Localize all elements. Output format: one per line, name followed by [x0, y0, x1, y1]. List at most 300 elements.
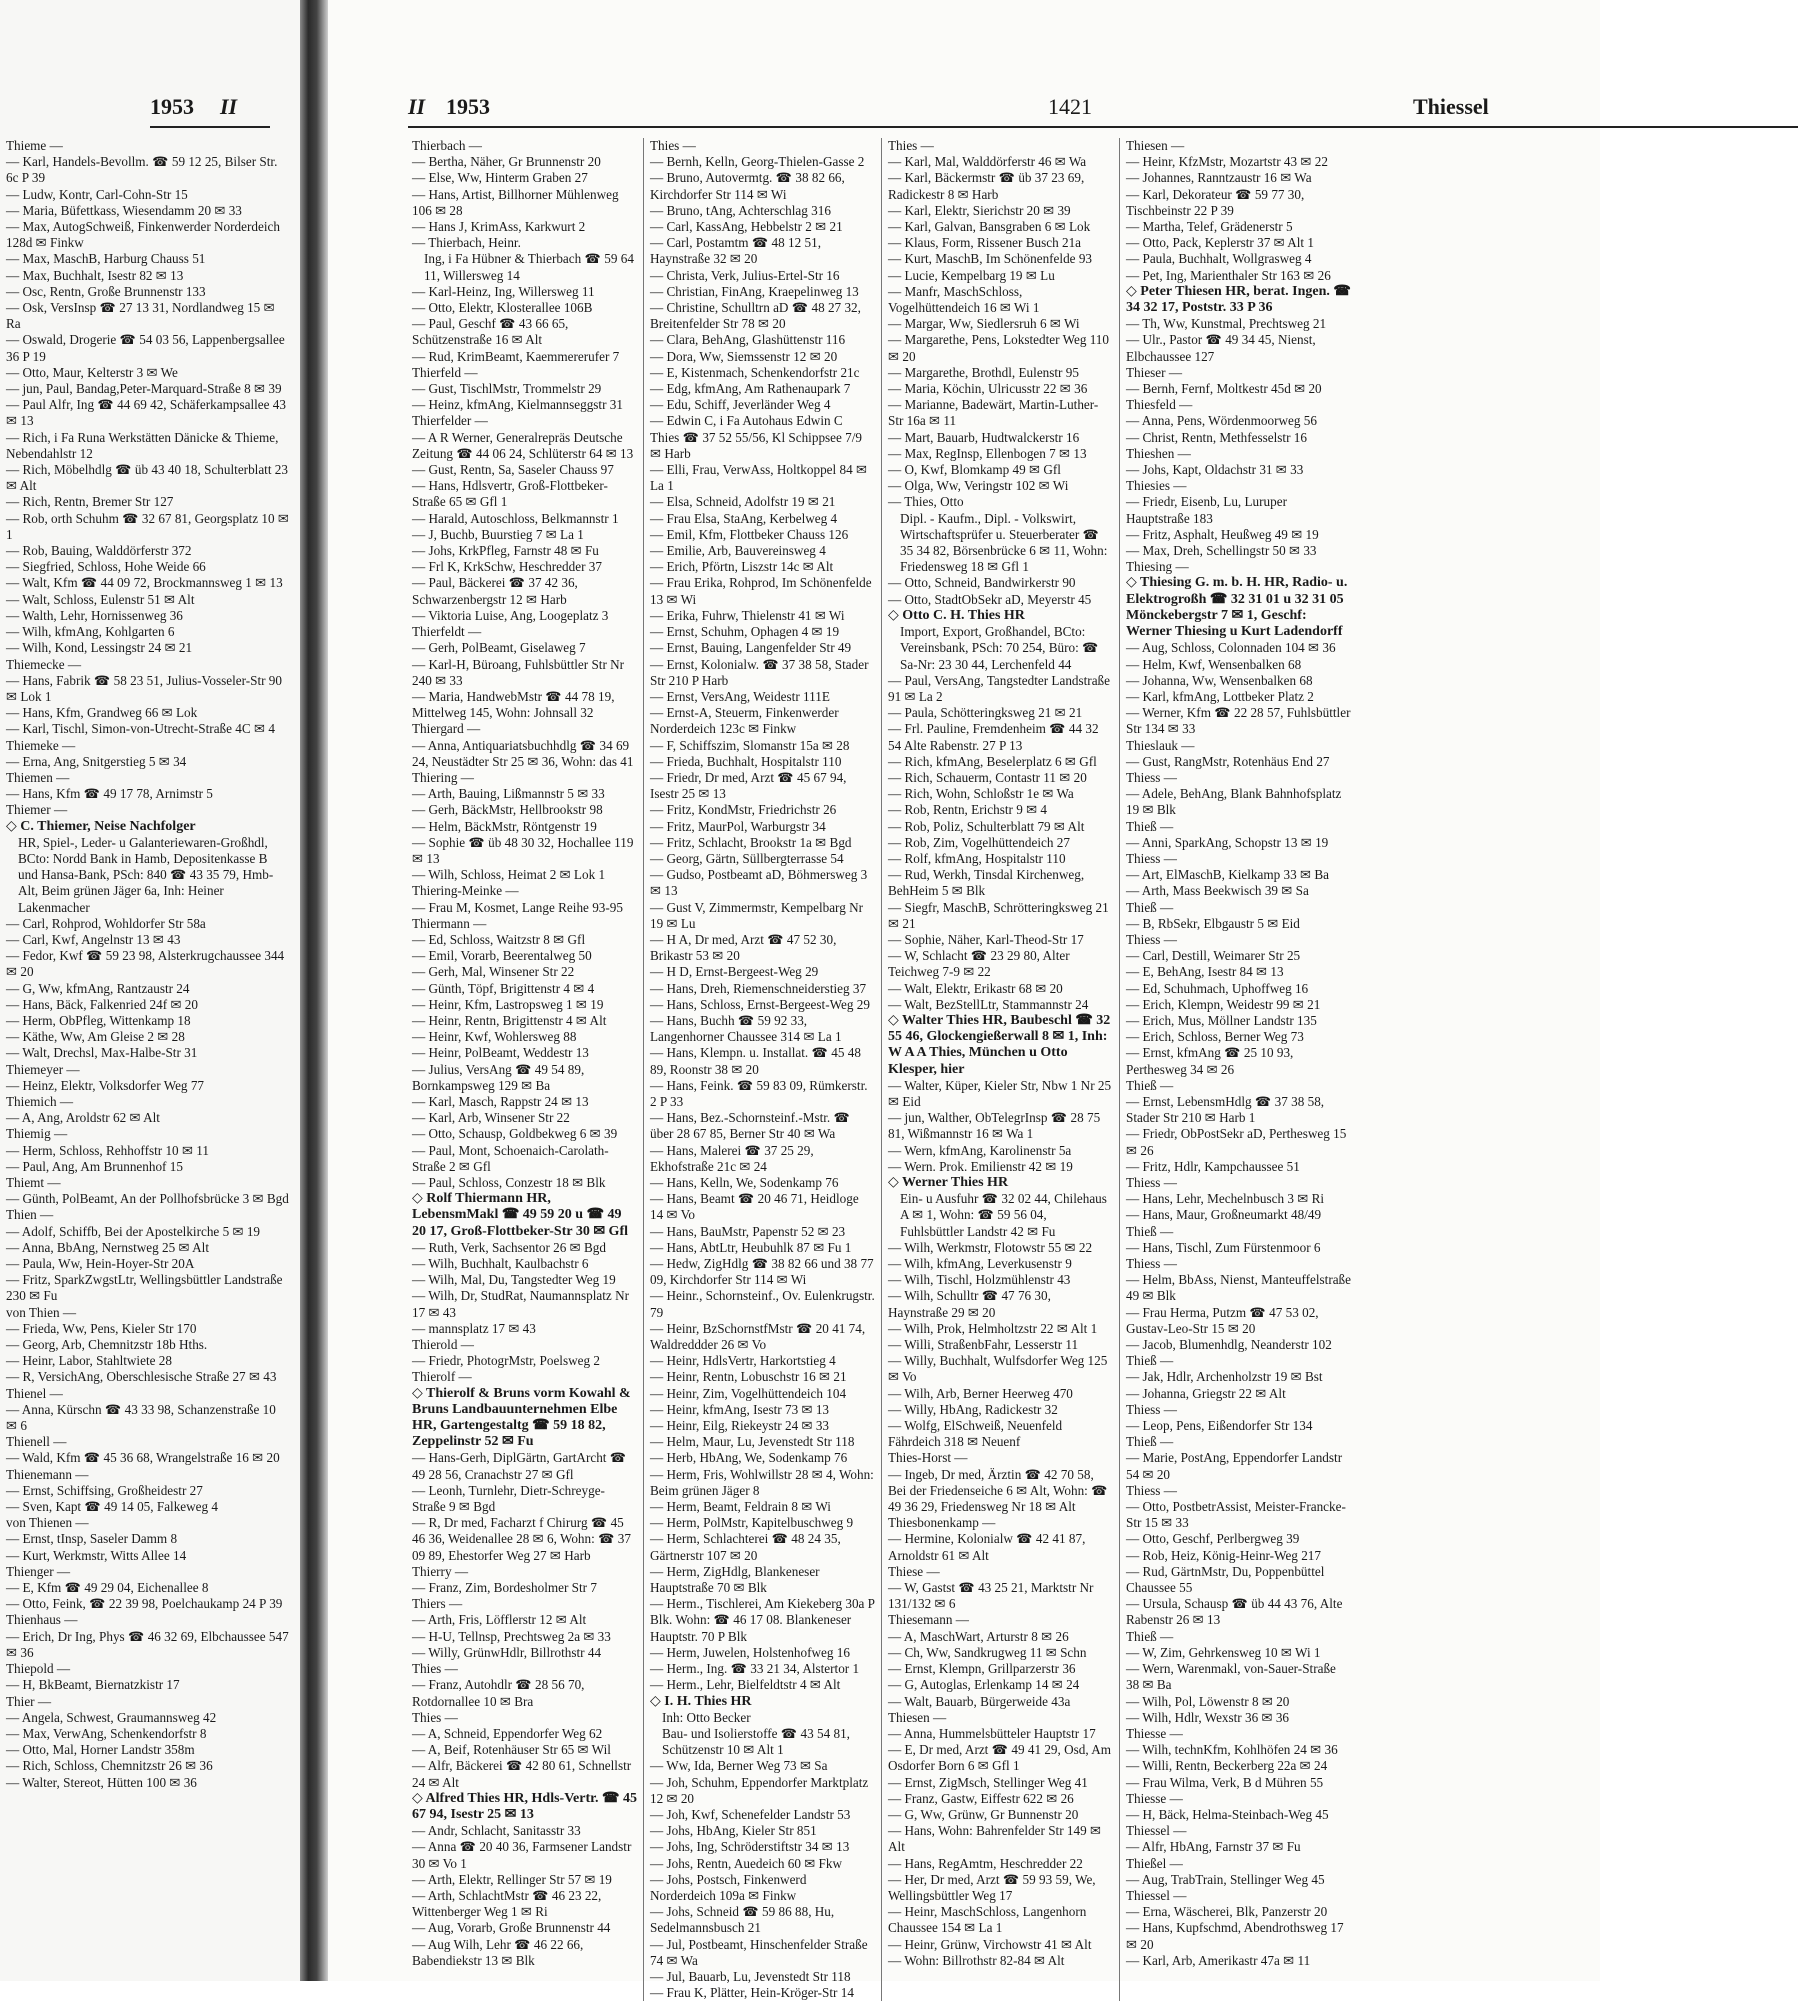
directory-entry: — Bruno, tAng, Achterschlag 316: [650, 202, 831, 218]
directory-entry: — Heinr, Zim, Vogelhüttendeich 104: [650, 1385, 847, 1401]
directory-entry: Thiess —: [1126, 769, 1177, 785]
directory-entry: — Gudso, Postbeamt aD, Böhmersweg 3 ✉ 13: [650, 867, 868, 899]
directory-entry: — Käthe, Ww, Am Gleise 2 ✉ 28: [6, 1029, 185, 1045]
directory-entry: — Otto, Mal, Horner Landstr 358m: [6, 1742, 195, 1758]
directory-entry: — Heinz, kfmAng, Kielmannseggstr 31: [412, 397, 623, 413]
directory-entry: — Frl K, KrkSchw, Heschredder 37: [412, 559, 602, 575]
directory-entry: — Maria, Köchin, Ulricusstr 22 ✉ 36: [888, 381, 1088, 397]
directory-entry: — Karl, Bäckermstr ☎ üb 37 23 69, Radickestr 8 ✉ Harb: [888, 170, 1085, 202]
directory-entry: — Erika, Fuhrw, Thielenstr 41 ✉ Wi: [650, 607, 845, 623]
directory-entry: — mannsplatz 17 ✉ 43: [412, 1320, 536, 1336]
directory-entry: — Wald, Kfm ☎ 45 36 68, Wrangelstraße 16 ✉ 20: [6, 1450, 280, 1466]
directory-entry: — Arth, Fris, Löfflerstr 12 ✉ Alt: [412, 1612, 587, 1628]
directory-entry: — Max, MaschB, Harburg Chauss 51: [6, 251, 206, 267]
directory-entry: — R, VersichAng, Oberschlesische Straße 27 ✉ 43: [6, 1369, 277, 1385]
directory-entry: — Heinr, kfmAng, Isestr 73 ✉ 13: [650, 1401, 830, 1417]
directory-entry: — Hans-Gerh, DiplGärtn, GartArcht ☎ 49 28 56, Cranachstr 27 ✉ Gfl: [412, 1450, 627, 1482]
directory-entry: — Heinr, KfzMstr, Mozartstr 43 ✉ 22: [1126, 154, 1328, 170]
directory-entry: — Willy, GrünwHdlr, Billrothstr 44: [412, 1644, 602, 1660]
directory-entry: Thieß —: [1126, 1434, 1174, 1450]
directory-entry: — Wilh, Hdlr, Wexstr 36 ✉ 36: [1126, 1709, 1290, 1725]
directory-entry: Thierbach —: [412, 138, 482, 153]
directory-entry: — Margar, Ww, Siedlersruh 6 ✉ Wi: [888, 316, 1080, 332]
directory-entry: — Heinz, Elektr, Volksdorfer Weg 77: [6, 1077, 205, 1093]
directory-entry: — Walt, Kfm ☎ 44 09 72, Brockmannsweg 1 ✉ 13: [6, 575, 283, 591]
directory-entry: — Leop, Pens, Eißendorfer Str 134: [1126, 1418, 1313, 1434]
directory-entry: — J, Buchb, Buurstieg 7 ✉ La 1: [412, 526, 584, 542]
directory-entry: — Erich, Dr Ing, Phys ☎ 46 32 69, Elbchaussee 547 ✉ 36: [6, 1628, 289, 1660]
right-year: 1953: [446, 94, 490, 119]
directory-entry: — Walt, Drechsl, Max-Halbe-Str 31: [6, 1045, 198, 1061]
directory-entry: — Ernst, Bauing, Langenfelder Str 49: [650, 640, 852, 656]
directory-entry: Thiess —: [1126, 1175, 1177, 1190]
directory-entry: — E, Kistenmach, Schenkendorfstr 21c: [650, 364, 860, 380]
directory-entry: Thiess —: [1126, 931, 1177, 947]
directory-entry: — Fritz, Asphalt, Heußweg 49 ✉ 19: [1126, 526, 1319, 542]
page-keyword: Thiessel: [1413, 94, 1489, 119]
directory-entry: — Rob, Poliz, Schulterblatt 79 ✉ Alt: [888, 818, 1085, 834]
directory-entry: — Rob, orth Schuhm ☎ 32 67 81, Georgsplatz 10 ✉ 1: [6, 510, 289, 542]
directory-entry: — Ingeb, Dr med, Ärztin ☎ 42 70 58, Bei der Friedenseiche 6 ✉ Alt, Wohn: ☎ 49 36 29, Friedensweg Nr 18 ✉ Alt: [888, 1466, 1108, 1515]
directory-entry: — Walt, Elektr, Erikastr 68 ✉ 20: [888, 980, 1063, 996]
directory-entry: — Frau Herma, Putzm ☎ 47 53 02, Gustav-Leo-Str 15 ✉ 20: [1126, 1304, 1319, 1336]
directory-entry: Thiess —: [1126, 1482, 1177, 1498]
directory-entry: — Viktoria Luise, Ang, Loogeplatz 3: [412, 607, 609, 623]
directory-entry: — H, BkBeamt, Biernatzkistr 17: [6, 1677, 180, 1693]
directory-entry: — Hans, Feink. ☎ 59 83 09, Rümkerstr. 2 P 33: [650, 1077, 868, 1109]
directory-entry: — Else, Ww, Hinterm Graben 27: [412, 170, 588, 186]
directory-entry: — Karl, Dekorateur ☎ 59 77 30, Tischbeinstr 22 P 39: [1126, 186, 1305, 218]
directory-entry: — Hermine, Kolonialw ☎ 42 41 87, Arnoldstr 61 ✉ Alt: [888, 1531, 1086, 1563]
directory-entry: — Emil, Kfm, Flottbeker Chauss 126: [650, 526, 849, 542]
directory-entry: Thiesing —: [1126, 559, 1189, 575]
directory-entry: — Her, Dr med, Arzt ☎ 59 93 59, We, Wellingsbüttler Weg 17: [888, 1871, 1096, 1903]
directory-entry: — Ed, Schloss, Waitzstr 8 ✉ Gfl: [412, 931, 586, 947]
directory-entry: von Thien —: [6, 1304, 77, 1320]
directory-entry: — Ernst, Schiffsing, Großheidestr 27: [6, 1482, 203, 1498]
directory-entry: — Rich, Wohn, Schloßstr 1e ✉ Wa: [888, 786, 1074, 802]
directory-entry: — E, BehAng, Isestr 84 ✉ 13: [1126, 964, 1284, 980]
directory-entry: Thieslauk —: [1126, 737, 1195, 753]
directory-entry: — Wern, Warenmakl, von-Sauer-Straße 38 ✉ Ba: [1126, 1661, 1336, 1693]
directory-entry: — Frieda, Buchhalt, Hospitalstr 110: [650, 753, 842, 769]
directory-entry: — Arth, Elektr, Rellinger Str 57 ✉ 19: [412, 1871, 612, 1887]
directory-entry: — Rob, Zim, Vogelhüttendeich 27: [888, 834, 1070, 850]
directory-entry: — Max, Dreh, Schellingstr 50 ✉ 33: [1126, 543, 1317, 559]
directory-entry: Thieß —: [1126, 1077, 1174, 1093]
directory-entry: — Hans, Schloss, Ernst-Bergeest-Weg 29: [650, 996, 870, 1012]
directory-entry: — A, MaschWart, Arturstr 8 ✉ 26: [888, 1628, 1069, 1644]
directory-entry: — Otto, StadtObSekr aD, Meyerstr 45: [888, 591, 1092, 607]
directory-entry: — Olga, Ww, Veringstr 102 ✉ Wi: [888, 478, 1069, 494]
directory-entry: — Rud, Werkh, Tinsdal Kirchenweg, BehHeim 5 ✉ Blk: [888, 867, 1085, 899]
directory-entry: Thiemig —: [6, 1126, 68, 1142]
directory-entry: Thiers —: [412, 1596, 463, 1612]
directory-entry: — Christ, Rentn, Methfesselstr 16: [1126, 429, 1307, 445]
directory-entry: Thies —: [888, 138, 934, 153]
directory-entry: Thiering —: [412, 769, 474, 785]
directory-entry: — Hans, Buchh ☎ 59 92 33, Langenhorner Chaussee 314 ✉ La 1: [650, 1012, 842, 1045]
directory-entry: — R, Dr med, Facharzt f Chirurg ☎ 45 46 36, Weidenallee 28 ✉ 6, Wohn: ☎ 37 09 89, Ehestorfer Weg 27 ✉ Harb: [412, 1515, 631, 1563]
directory-entry: Inh: Otto Becker: [662, 1709, 751, 1725]
directory-entry: — Herm., Lehr, Bielfeldtstr 4 ✉ Alt: [650, 1677, 841, 1693]
directory-entry: — Maria, HandwebMstr ☎ 44 78 19, Mittelweg 145, Wohn: Johnsall 32: [412, 688, 615, 721]
directory-entry: — Siegfr, MaschB, Schrötteringksweg 21 ✉ 21: [888, 899, 1109, 931]
directory-entry: — Aug Wilh, Lehr ☎ 46 22 66, Babendiekstr 13 ✉ Blk: [412, 1936, 584, 1968]
directory-entry: — Karl, Handels-Bevollm. ☎ 59 12 25, Bilser Str. 6c P 39: [6, 154, 278, 186]
right-columns: [406, 138, 1596, 2001]
directory-entry: — Carl, Rohprod, Wohldorfer Str 58a: [6, 915, 206, 931]
directory-entry: — Rob, Bauing, Walddörferstr 372: [6, 543, 192, 559]
directory-entry: — Erich, Klempn, Weidestr 99 ✉ 21: [1126, 996, 1321, 1012]
directory-entry: — Paul, Mont, Schoenaich-Carolath-Straße 2 ✉ Gfl: [412, 1142, 609, 1174]
directory-entry: — Heinr, Rentn, Brigittenstr 4 ✉ Alt: [412, 1012, 607, 1028]
directory-entry: Thien —: [6, 1207, 54, 1223]
directory-entry: — E, Kfm ☎ 49 29 04, Eichenallee 8: [6, 1580, 209, 1596]
directory-entry: — Karl, Galvan, Bansgraben 6 ✉ Lok: [888, 219, 1091, 235]
directory-entry: Thiemt —: [6, 1175, 61, 1190]
directory-entry: — Wilh, Werkmstr, Flotowstr 55 ✉ 22: [888, 1239, 1093, 1255]
directory-entry: — Walter, Stereot, Hütten 100 ✉ 36: [6, 1774, 197, 1790]
directory-entry: — Otto, Feink, ☎ 22 39 98, Poelchaukamp 24 P 39: [6, 1596, 283, 1612]
directory-entry: — Frau K, Plätter, Hein-Kröger-Str 14: [650, 1985, 854, 2001]
directory-entry: — Ernst-A, Steuerm, Finkenwerder Norderdeich 123c ✉ Finkw: [650, 705, 839, 737]
directory-entry: — Wilh, Mal, Du, Tangstedter Weg 19: [412, 1272, 616, 1288]
directory-entry: Thiesen —: [888, 1709, 947, 1725]
directory-entry: — Max, Buchhalt, Isestr 82 ✉ 13: [6, 267, 184, 283]
directory-entry: — Edwin C, i Fa Autohaus Edwin C Thies ☎ 37 52 55/56, Kl Schippsee 7/9 ✉ Harb: [650, 413, 863, 461]
directory-entry: — Werner, Kfm ☎ 22 28 57, Fuhlsbüttler Str 134 ✉ 33: [1126, 705, 1351, 737]
directory-entry: — Rud, GärtnMstr, Du, Poppenbüttel Chaussee 55: [1126, 1563, 1325, 1596]
directory-entry: Thieme —: [6, 138, 63, 153]
directory-entry: Thierfeld —: [412, 364, 478, 380]
directory-entry: — Heinr, Kfm, Lastropsweg 1 ✉ 19: [412, 996, 604, 1012]
directory-entry: Thiess —: [1126, 1401, 1177, 1417]
directory-entry: — Willy, Buchhalt, Wulfsdorfer Weg 125 ✉ Vo: [888, 1353, 1108, 1385]
directory-entry: — Kurt, Werkmstr, Witts Allee 14: [6, 1547, 187, 1563]
directory-entry: — Johs, Kapt, Oldachstr 31 ✉ 33: [1126, 462, 1304, 478]
directory-entry: — Paul, VersAng, Tangstedter Landstraße 91 ✉ La 2: [888, 672, 1110, 704]
directory-entry: — Fedor, Kwf ☎ 59 23 98, Alsterkrugchaussee 344 ✉ 20: [6, 948, 285, 980]
directory-entry: — Paul, Bäckerei ☎ 37 42 36, Schwarzenbergstr 12 ✉ Harb: [412, 575, 578, 607]
directory-entry: — Hans, Bäck, Falkenried 24f ✉ 20: [6, 996, 198, 1012]
directory-entry: — jun, Walther, ObTelegrInsp ☎ 28 75 81, Wißmannstr 16 ✉ Wa 1: [888, 1110, 1101, 1142]
directory-entry: — Andr, Schlacht, Sanitasstr 33: [412, 1823, 581, 1839]
directory-entry: Thiesfeld —: [1126, 397, 1193, 413]
directory-entry: — Johanna, Ww, Wensenbalken 68: [1126, 672, 1313, 688]
directory-entry: — Ch, Ww, Sandkrugweg 11 ✉ Schn: [888, 1644, 1087, 1660]
directory-entry: ◇ I. H. Thies HR: [650, 1693, 752, 1709]
directory-entry: ◇ Peter Thiesen HR, berat. Ingen. ☎ 34 32 17, Poststr. 33 P 36: [1126, 283, 1351, 316]
directory-entry: — Rich, kfmAng, Beselerplatz 6 ✉ Gfl: [888, 753, 1097, 769]
directory-entry: — B, RbSekr, Elbgaustr 5 ✉ Eid: [1126, 915, 1300, 931]
directory-entry: — Willi, StraßenbFahr, Lesserstr 11: [888, 1337, 1079, 1353]
directory-entry: — Max, AutogSchweiß, Finkenwerder Norderdeich 128d ✉ Finkw: [6, 219, 280, 251]
directory-entry: Thies-Horst —: [888, 1450, 968, 1466]
directory-entry: — Jacob, Blumenhdlg, Neanderstr 102: [1126, 1337, 1332, 1353]
directory-entry: — Rud, KrimBeamt, Kaemmererufer 7: [412, 348, 620, 364]
directory-entry: — Gust, Rentn, Sa, Saseler Chauss 97: [412, 462, 614, 478]
directory-entry: — Paul, Geschf ☎ 43 66 65, Schützenstraße 16 ✉ Alt: [412, 316, 569, 348]
directory-entry: — Otto, Pack, Keplerstr 37 ✉ Alt 1: [1126, 235, 1314, 251]
directory-entry: Thiessel —: [1126, 1887, 1187, 1903]
directory-entry: Thiepold —: [6, 1661, 71, 1677]
directory-entry: Thiesemann —: [888, 1612, 969, 1628]
directory-entry: — Karl, kfmAng, Lottbeker Platz 2: [1126, 688, 1314, 704]
directory-entry: — Frl. Pauline, Fremdenheim ☎ 44 32 54 Alte Rabenstr. 27 P 13: [888, 721, 1099, 753]
directory-entry: — Margarethe, Pens, Lokstedter Weg 110 ✉ 20: [888, 332, 1109, 364]
directory-entry: — Siegfried, Schloss, Hohe Weide 66: [6, 559, 206, 575]
directory-entry: Thiess —: [1126, 850, 1177, 866]
directory-entry: — Maria, Büfettkass, Wiesendamm 20 ✉ 33: [6, 202, 242, 218]
directory-entry: — Hans, Tischl, Zum Fürstenmoor 6: [1126, 1239, 1321, 1255]
directory-entry: — Hans, Kelln, We, Sodenkamp 76: [650, 1175, 839, 1190]
directory-entry: — Herm, Juwelen, Holstenhofweg 16: [650, 1644, 850, 1660]
directory-entry: — Paul, Schloss, Conzestr 18 ✉ Blk: [412, 1175, 606, 1190]
directory-entry: Thiemeke —: [6, 737, 76, 753]
directory-entry: — Heinr, Labor, Stahltwiete 28: [6, 1353, 172, 1369]
left-columns: [0, 138, 300, 1791]
directory-entry: Thierold —: [412, 1337, 474, 1353]
directory-entry: — Ursula, Schausp ☎ üb 44 43 76, Alte Rabenstr 26 ✉ 13: [1126, 1596, 1343, 1628]
directory-entry: — Alfr, Bäckerei ☎ 42 80 61, Schnellstr 24 ✉ Alt: [412, 1758, 632, 1790]
directory-entry: — Herm, PolMstr, Kapitelbuschweg 9: [650, 1515, 854, 1531]
directory-entry: — Hans, Kupfschmd, Abendrothsweg 17 ✉ 20: [1126, 1920, 1344, 1952]
directory-entry: — H A, Dr med, Arzt ☎ 47 52 30, Brikastr 53 ✉ 20: [650, 931, 837, 964]
directory-entry: — Rich, Möbelhdlg ☎ üb 43 40 18, Schulterblatt 23 ✉ Alt: [6, 462, 288, 494]
directory-entry: — Marie, PostAng, Eppendorfer Landstr 54 ✉ 20: [1126, 1450, 1343, 1482]
directory-entry: — Helm, Maur, Lu, Jevenstedt Str 118: [650, 1434, 855, 1450]
directory-entry: — Hans, Maur, Großneumarkt 48/49: [1126, 1207, 1322, 1223]
directory-entry: Thieß —: [1126, 1353, 1174, 1369]
directory-entry: — Rich, Rentn, Bremer Str 127: [6, 494, 174, 510]
directory-entry: — Rich, Schloss, Chemnitzstr 26 ✉ 36: [6, 1758, 213, 1774]
directory-entry: Thierfeldt —: [412, 624, 482, 640]
directory-entry: — Walt, Schloss, Eulenstr 51 ✉ Alt: [6, 591, 195, 607]
directory-entry: — Frau Elsa, StaAng, Kerbelweg 4: [650, 510, 838, 526]
directory-entry: — Jul, Postbeamt, Hinschenfelder Straße 74 ✉ Wa: [650, 1936, 868, 1968]
directory-entry: Thienel —: [6, 1385, 63, 1401]
directory-entry: — Aug, Schloss, Colonnaden 104 ✉ 36: [1126, 640, 1336, 656]
directory-entry: — Ernst, Schuhm, Ophagen 4 ✉ 19: [650, 624, 840, 640]
left-page-header: [150, 92, 270, 128]
directory-entry: — Wilh, kfmAng, Kohlgarten 6: [6, 624, 175, 640]
directory-entry: ◇ Rolf Thiermann HR, LebensmMakl ☎ 49 59 20 u ☎ 49 20 17, Groß-Flottbeker-Str 30 ✉ Gfl: [412, 1191, 629, 1239]
directory-entry: — Carl, Destill, Weimarer Str 25: [1126, 948, 1301, 964]
directory-entry: — Herm., Tischlerei, Am Kiekeberg 30a P Blk. Wohn: ☎ 46 17 08. Blankeneser Hauptstr. 70 P Blk: [650, 1596, 875, 1644]
directory-entry: — Walt, Bauarb, Bürgerweide 43a: [888, 1693, 1071, 1709]
directory-entry: Thiesse —: [1126, 1790, 1183, 1806]
right-roman: II: [408, 94, 426, 119]
directory-entry: — Franz, Gastw, Eiffestr 622 ✉ 26: [888, 1790, 1074, 1806]
directory-entry: ◇ Otto C. H. Thies HR: [888, 607, 1025, 623]
directory-entry: — Wilh, Tischl, Holzmühlenstr 43: [888, 1272, 1071, 1288]
directory-entry: — Fritz, KondMstr, Friedrichstr 26: [650, 802, 837, 818]
directory-column-2: [644, 138, 882, 2001]
directory-entry: — H, Bäck, Helma-Steinbach-Weg 45: [1126, 1806, 1329, 1822]
directory-entry: — Otto, Schausp, Goldbekweg 6 ✉ 39: [412, 1126, 618, 1142]
directory-entry: — Joh, Kwf, Schenefelder Landstr 53: [650, 1806, 851, 1822]
directory-entry: — W, Zim, Gehrkensweg 10 ✉ Wi 1: [1126, 1644, 1321, 1660]
directory-entry: — Anna, Antiquariatsbuchhdlg ☎ 34 69 24, Neustädter Str 25 ✉ 36, Wohn: das 41: [412, 737, 634, 769]
directory-entry: ◇ Werner Thies HR: [888, 1175, 1009, 1190]
directory-entry: Ing, i Fa Hübner & Thierbach ☎ 59 64 11, Willersweg 14: [424, 251, 634, 283]
directory-entry: — Bruno, Autovermtg. ☎ 38 82 66, Kirchdorfer Str 114 ✉ Wi: [650, 170, 845, 202]
directory-entry: ◇ Thiesing G. m. b. H. HR, Radio- u. Elektrogroßh ☎ 32 31 01 u 32 31 05 Mönckebergstr 7 ✉ 1, Geschf: Werner Thiesing u Kurt Ladendorff: [1126, 575, 1348, 640]
directory-entry: — G, Ww, Grünw, Gr Bunnenstr 20: [888, 1806, 1079, 1822]
directory-entry: — Manfr, MaschSchloss, Vogelhüttendeich 16 ✉ Wi 1: [888, 283, 1040, 316]
directory-entry: — Clara, BehAng, Glashüttenstr 116: [650, 332, 846, 348]
directory-entry: Ein- u Ausfuhr ☎ 32 02 44, Chilehaus A ✉ 1, Wohn: ☎ 59 56 04, Fuhlsbüttler Landstr 42 ✉ Fu: [900, 1191, 1107, 1239]
directory-entry: — Wilh, Schulltr ☎ 47 76 30, Haynstraße 29 ✉ 20: [888, 1288, 1051, 1320]
directory-entry: Thiemer —: [6, 802, 68, 818]
directory-entry: — Bertha, Näher, Gr Brunnenstr 20: [412, 154, 601, 170]
directory-entry: — Emilie, Arb, Bauvereinsweg 4: [650, 543, 826, 559]
directory-entry: — Heinr, BzSchornstfMstr ☎ 20 41 74, Waldreddder 26 ✉ Vo: [650, 1320, 866, 1353]
directory-entry: — Karl, Masch, Rappstr 24 ✉ 13: [412, 1093, 589, 1109]
directory-entry: — Paul Alfr, Ing ☎ 44 69 42, Schäferkampsallee 43 ✉ 13: [6, 397, 286, 429]
directory-entry: — Wilh, Buchhalt, Kaulbachstr 6: [412, 1256, 589, 1272]
directory-entry: — Johs, KrkPfleg, Farnstr 48 ✉ Fu: [412, 543, 599, 559]
directory-entry: — Erich, Schloss, Berner Weg 73: [1126, 1029, 1304, 1045]
left-roman: II: [220, 94, 238, 119]
directory-entry: — Hans, Wohn: Bahrenfelder Str 149 ✉ Alt: [888, 1823, 1102, 1855]
page-gutter: [300, 0, 328, 1981]
directory-entry: — Emil, Vorarb, Beerentalweg 50: [412, 948, 592, 964]
directory-entry: — Fritz, Schlacht, Brookstr 1a ✉ Bgd: [650, 834, 852, 850]
directory-entry: — Hans J, KrimAss, Karkwurt 2: [412, 219, 586, 235]
directory-entry: — Ed, Schuhmach, Uphoffweg 16: [1126, 980, 1309, 996]
directory-entry: — Osc, Rentn, Große Brunnenstr 133: [6, 283, 206, 299]
directory-entry: — Frau Wilma, Verk, B d Mühren 55: [1126, 1774, 1324, 1790]
directory-entry: — Edg, kfmAng, Am Rathenaupark 7: [650, 381, 851, 397]
directory-entry: Thiesse —: [1126, 1725, 1183, 1741]
directory-entry: — Anna, Kürschn ☎ 43 33 98, Schanzenstraße 10 ✉ 6: [6, 1401, 276, 1434]
directory-entry: — Hans, Lehr, Mechelnbusch 3 ✉ Ri: [1126, 1191, 1325, 1207]
directory-entry: Thieß —: [1126, 1628, 1174, 1644]
directory-entry: — Ernst, ZigMsch, Stellinger Weg 41: [888, 1774, 1088, 1790]
directory-entry: — Bernh, Kelln, Georg-Thielen-Gasse 2: [650, 154, 865, 170]
directory-entry: — Heinr, Eilg, Riekeystr 24 ✉ 33: [650, 1418, 830, 1434]
directory-entry: — Aug, Vorarb, Große Brunnenstr 44: [412, 1920, 611, 1936]
directory-entry: — Alfr, HbAng, Farnstr 37 ✉ Fu: [1126, 1839, 1301, 1855]
directory-entry: — Anna ☎ 20 40 36, Farmsener Landstr 30 ✉ Vo 1: [412, 1839, 632, 1871]
directory-entry: Thiesies —: [1126, 478, 1187, 494]
directory-entry: — Ernst, LebensmHdlg ☎ 37 38 58, Stader Str 210 ✉ Harb 1: [1126, 1093, 1325, 1126]
directory-entry: Thies —: [412, 1661, 458, 1677]
directory-entry: — Erna, Ang, Snitgerstieg 5 ✉ 34: [6, 753, 187, 769]
directory-entry: — Sven, Kapt ☎ 49 14 05, Falkeweg 4: [6, 1499, 219, 1515]
directory-entry: — Herm, Fris, Wohlwillstr 28 ✉ 4, Wohn: Beim grünen Jäger 8: [650, 1466, 874, 1498]
directory-entry: Import, Export, Großhandel, BCto: Vereinsbank, PSch: 70 254, Büro: ☎ Sa-Nr: 23 30 44, Lerchenfeld 44: [900, 624, 1099, 672]
directory-entry: — Harald, Autoschloss, Belkmannstr 1: [412, 510, 619, 526]
directory-entry: — Mart, Bauarb, Hudtwalckerstr 16: [888, 429, 1080, 445]
directory-entry: — F, Schiffszim, Slomanstr 15a ✉ 28: [650, 737, 850, 753]
left-page: [0, 0, 300, 1981]
directory-entry: — Frieda, Ww, Pens, Kieler Str 170: [6, 1320, 197, 1336]
directory-entry: — Wern, kfmAng, Karolinenstr 5a: [888, 1142, 1072, 1158]
directory-entry: — Karl, Arb, Amerikastr 47a ✉ 11: [1126, 1952, 1311, 1968]
directory-entry: — A, Ang, Aroldstr 62 ✉ Alt: [6, 1110, 160, 1126]
directory-entry: — Anni, SparkAng, Schopstr 13 ✉ 19: [1126, 834, 1329, 850]
directory-entry: Thiergard —: [412, 721, 481, 737]
directory-entry: ◇ C. Thiemer, Neise Nachfolger: [6, 818, 196, 834]
directory-entry: — Paula, Buchhalt, Wollgrasweg 4: [1126, 251, 1312, 267]
directory-entry: — Kurt, MaschB, Im Schönenfelde 93: [888, 251, 1093, 267]
directory-entry: — Johs, Postsch, Finkenwerd Norderdeich 109a ✉ Finkw: [650, 1871, 807, 1903]
directory-entry: — Thies, Otto: [888, 494, 964, 510]
directory-entry: — Carl, Kwf, Angelnstr 13 ✉ 43: [6, 931, 181, 947]
directory-entry: Thiesen —: [1126, 138, 1185, 153]
directory-entry: — Otto, Geschf, Perlbergweg 39: [1126, 1531, 1300, 1547]
directory-entry: Thiemen —: [6, 769, 70, 785]
directory-entry: Thiese —: [888, 1563, 940, 1579]
directory-entry: — Gerh, Mal, Winsener Str 22: [412, 964, 575, 980]
directory-entry: — Herm, Schloss, Rehhoffstr 10 ✉ 11: [6, 1142, 209, 1158]
directory-entry: Thiemich —: [6, 1093, 74, 1109]
directory-entry: von Thienen —: [6, 1515, 89, 1531]
directory-entry: HR, Spiel-, Leder- u Galanteriewaren-Großhdl, BCto: Nordd Bank in Hamb, Depositenkasse B und Hansa-Bank, PSch: 840 ☎ 43 35 79, Hmb-Alt, Beim grünen Jäger 6a, Inh: Heiner Lakenmacher: [18, 834, 274, 915]
directory-entry: — Jak, Hdlr, Archenholzstr 19 ✉ Bst: [1126, 1369, 1323, 1385]
directory-entry: — Ww, Ida, Berner Weg 73 ✉ Sa: [650, 1758, 828, 1774]
directory-entry: — Ulr., Pastor ☎ 49 34 45, Nienst, Elbchaussee 127: [1126, 332, 1316, 364]
directory-entry: — Christian, FinAng, Kraepelinweg 13: [650, 283, 859, 299]
directory-entry: — Ernst, kfmAng ☎ 25 10 93, Perthesweg 34 ✉ 26: [1126, 1045, 1294, 1077]
directory-entry: — Rich, i Fa Runa Werkstätten Dänicke & Thieme, Nebendahlstr 12: [6, 429, 279, 461]
directory-entry: — Heinr, Kwf, Wohlersweg 88: [412, 1029, 577, 1045]
directory-entry: — Osk, VersInsp ☎ 27 13 31, Nordlandweg 15 ✉ Ra: [6, 300, 275, 332]
directory-entry: — Gust, TischlMstr, Trommelstr 29: [412, 381, 602, 397]
directory-entry: — Herm, ObPfleg, Wittenkamp 18: [6, 1012, 191, 1028]
directory-entry: — Rich, Schauerm, Contastr 11 ✉ 20: [888, 769, 1087, 785]
directory-entry: — Wilh, Arb, Berner Heerweg 470: [888, 1385, 1073, 1401]
directory-entry: — Wern. Prok. Emilienstr 42 ✉ 19: [888, 1158, 1073, 1174]
directory-entry: — Karl, Elektr, Sierichstr 20 ✉ 39: [888, 202, 1071, 218]
directory-entry: — Gerh, PolBeamt, Giselaweg 7: [412, 640, 586, 656]
right-page: [328, 0, 1600, 2001]
directory-entry: — Johs, Schneid ☎ 59 86 88, Hu, Sedelmannsbusch 21: [650, 1904, 835, 1936]
directory-entry: — Gerh, BäckMstr, Hellbrookstr 98: [412, 802, 603, 818]
directory-entry: — Johanna, Griegstr 22 ✉ Alt: [1126, 1385, 1286, 1401]
directory-entry: — Ludw, Kontr, Carl-Cohn-Str 15: [6, 186, 188, 202]
directory-entry: — A, Beif, Rotenhäuser Str 65 ✉ Wil: [412, 1742, 611, 1758]
directory-entry: — Heinr, Rentn, Lobuschstr 16 ✉ 21: [650, 1369, 847, 1385]
directory-entry: — Wilh, Prok, Helmholtzstr 22 ✉ Alt 1: [888, 1320, 1098, 1336]
directory-entry: — Klaus, Form, Rissener Busch 21a: [888, 235, 1082, 251]
directory-entry: — Max, VerwAng, Schenkendorfstr 8: [6, 1725, 207, 1741]
directory-entry: — Wohn: Billrothstr 82-84 ✉ Alt: [888, 1952, 1065, 1968]
directory-entry: — Hans, Kfm, Grandweg 66 ✉ Lok: [6, 705, 198, 721]
directory-entry: — Wolfg, ElSchweiß, Neuenfeld Fährdeich 318 ✉ Neuenf: [888, 1418, 1063, 1450]
directory-entry: — Hans, Fabrik ☎ 58 23 51, Julius-Vosseler-Str 90 ✉ Lok 1: [6, 672, 282, 704]
directory-entry: — Arth, SchlachtMstr ☎ 46 23 22, Wittenberger Weg 1 ✉ Ri: [412, 1887, 602, 1920]
directory-entry: Thießel —: [1126, 1855, 1183, 1871]
directory-entry: — Karl, Mal, Walddörferstr 46 ✉ Wa: [888, 154, 1087, 170]
directory-entry: — O, Kwf, Blomkamp 49 ✉ Gfl: [888, 462, 1061, 478]
directory-entry: — Thierbach, Heinr.: [412, 235, 521, 251]
page-number: 1421: [1048, 94, 1092, 119]
directory-entry: — Adolf, Schiffb, Bei der Apostelkirche 5 ✉ 19: [6, 1223, 261, 1239]
directory-entry: — Max, RegInsp, Ellenbogen 7 ✉ 13: [888, 445, 1087, 461]
directory-entry: — Fritz, SparkZwgstLtr, Wellingsbüttler Landstraße 230 ✉ Fu: [6, 1272, 283, 1304]
directory-entry: — W, Schlacht ☎ 23 29 80, Alter Teichweg 7-9 ✉ 22: [888, 948, 1070, 980]
directory-entry: Thieß —: [1126, 818, 1174, 834]
directory-entry: Thiesbonenkamp —: [888, 1515, 996, 1531]
left-column: [0, 138, 295, 1791]
directory-entry: — Wilh, Kond, Lessingstr 24 ✉ 21: [6, 640, 193, 656]
directory-entry: — Hans, AbtLtr, Heubuhlk 87 ✉ Fu 1: [650, 1239, 852, 1255]
directory-entry: — Johs, HbAng, Kieler Str 851: [650, 1823, 817, 1839]
